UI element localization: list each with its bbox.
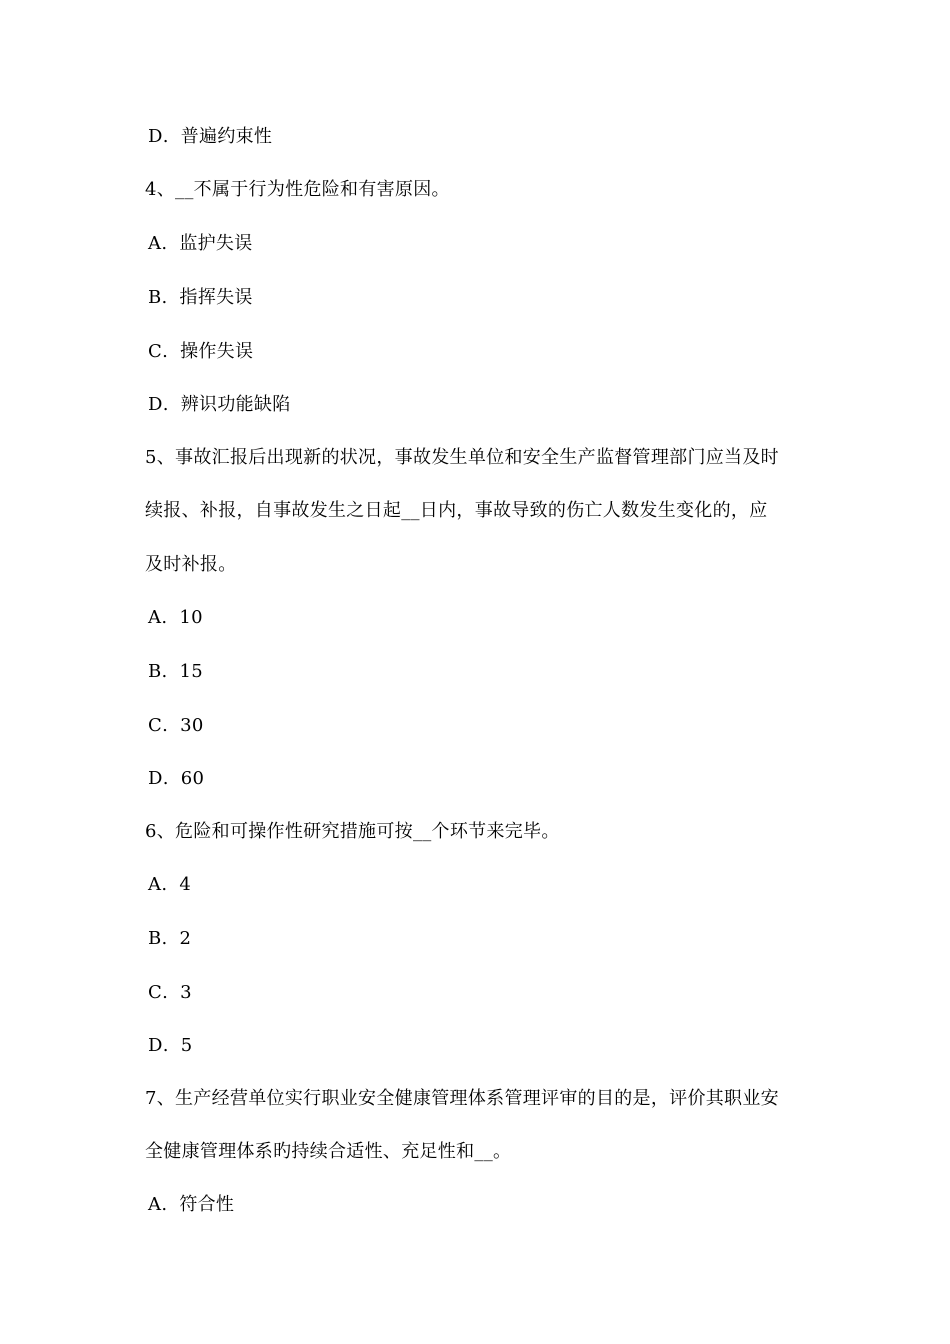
option-line: D. 辨识功能缺陷	[148, 394, 291, 415]
option-line: C. 3	[148, 982, 192, 1003]
option-text: 60	[180, 768, 205, 789]
option-text: 4	[179, 874, 192, 895]
question-line: 全健康管理体系旳持续合适性、充足性和__。	[145, 1141, 512, 1162]
option-line: D. 5	[148, 1035, 193, 1056]
question-line: 6、危险和可操作性研究措施可按__个环节来完毕。	[145, 821, 560, 842]
option-letter: C	[148, 982, 163, 1003]
option-letter: A	[148, 233, 162, 254]
option-line: A. 符合性	[148, 1194, 235, 1215]
option-text: 2	[179, 928, 192, 949]
option-letter: C	[148, 341, 163, 362]
option-text: 普遍约束性	[180, 126, 273, 147]
option-letter: A	[148, 1194, 162, 1215]
option-text: 5	[180, 1035, 193, 1056]
option-line: B. 15	[148, 661, 204, 682]
option-text: 操作失误	[180, 341, 254, 362]
option-line: A. 10	[148, 607, 203, 628]
option-letter: B	[148, 928, 162, 949]
option-line: C. 30	[148, 715, 204, 736]
question-line: 续报、补报，自事故发生之日起__日内，事故导致的伤亡人数发生变化的，应	[145, 500, 768, 521]
option-text: 符合性	[179, 1194, 235, 1215]
option-line: D. 普遍约束性	[148, 126, 273, 147]
option-line: A. 监护失误	[148, 233, 253, 254]
option-text: 指挥失误	[179, 287, 253, 308]
option-letter: B	[148, 287, 162, 308]
option-text: 15	[179, 661, 204, 682]
option-letter: D	[148, 126, 163, 147]
option-letter: A	[148, 607, 162, 628]
option-letter: B	[148, 661, 162, 682]
option-letter: D	[148, 1035, 163, 1056]
option-text: 监护失误	[179, 233, 253, 254]
question-line: 4、__不属于行为性危险和有害原因。	[145, 179, 450, 200]
option-line: B. 指挥失误	[148, 287, 253, 308]
option-letter: A	[148, 874, 162, 895]
option-text: 3	[180, 982, 192, 1003]
option-letter: D	[148, 768, 163, 789]
option-text: 30	[180, 715, 204, 736]
question-line: 7、生产经营单位实行职业安全健康管理体系管理评审的目的是，评价其职业安	[145, 1088, 779, 1109]
question-line: 5、事故汇报后出现新的状况，事故发生单位和安全生产监督管理部门应当及时	[145, 447, 779, 468]
option-line: A. 4	[148, 874, 192, 895]
option-letter: D	[148, 394, 163, 415]
option-line: D. 60	[148, 768, 205, 789]
option-line: B. 2	[148, 928, 192, 949]
option-text: 10	[179, 607, 203, 628]
option-letter: C	[148, 715, 163, 736]
question-line: 及时补报。	[145, 554, 237, 575]
option-line: C. 操作失误	[148, 341, 254, 362]
option-text: 辨识功能缺陷	[180, 394, 291, 415]
